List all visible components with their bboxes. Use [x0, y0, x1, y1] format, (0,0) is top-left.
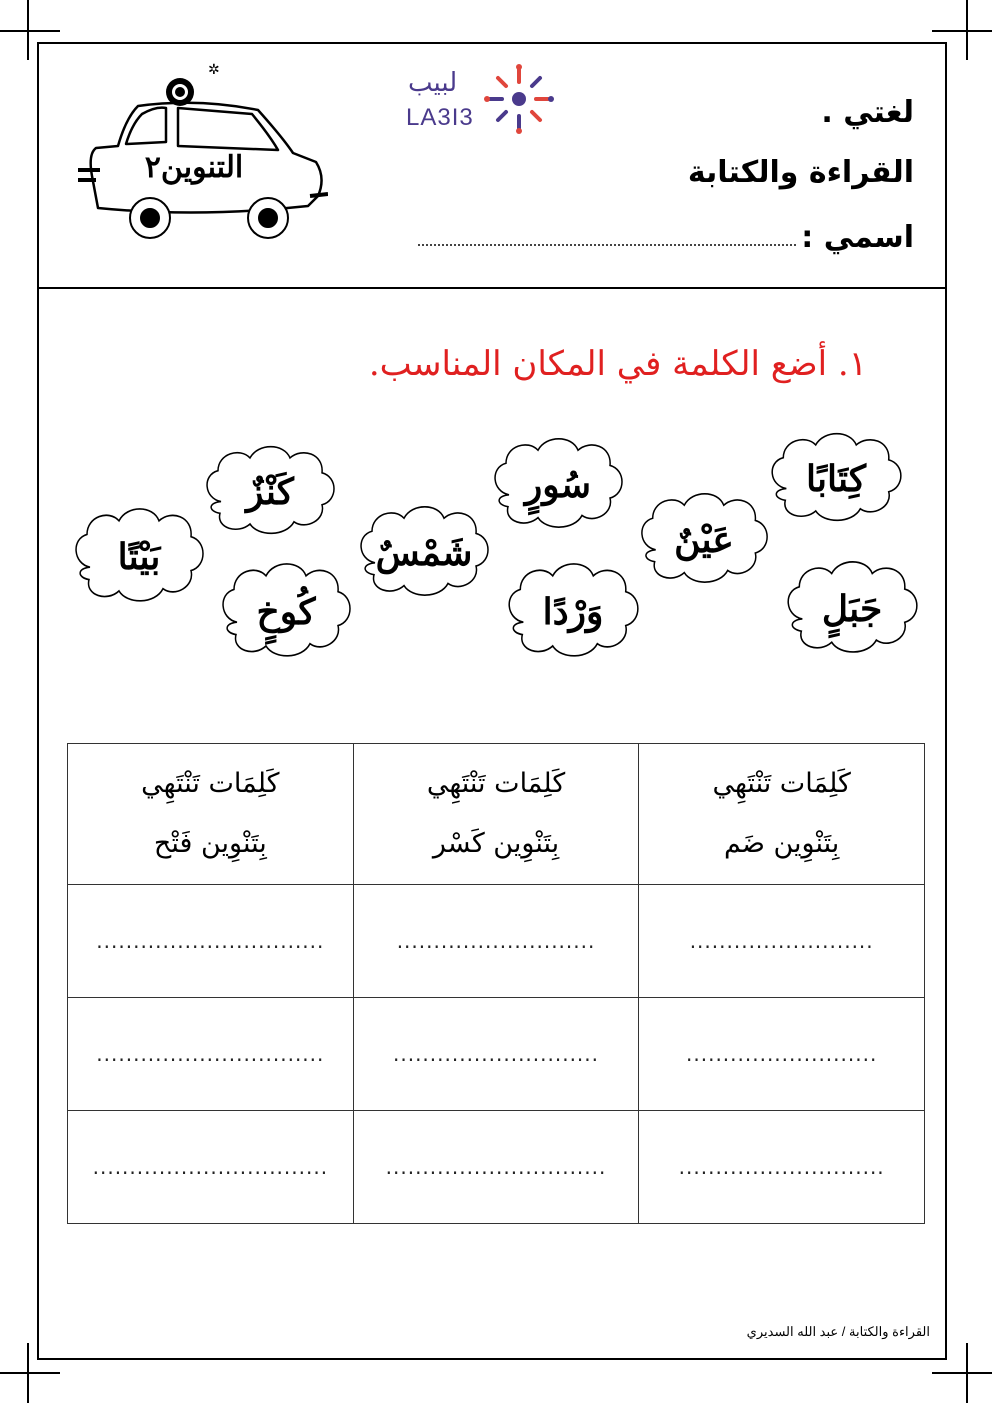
subject-title: لغتي . [821, 95, 914, 130]
svg-text:✲: ✲ [208, 62, 220, 78]
word-cloud[interactable] [196, 443, 344, 541]
word-cloud[interactable] [484, 435, 632, 535]
crop-mark [0, 30, 60, 32]
cloud-word: كُوخٍ [256, 591, 316, 633]
answer-blank[interactable]: ............................ [639, 1111, 925, 1224]
column-header [68, 744, 354, 885]
crop-mark [0, 1372, 60, 1374]
word-cloud[interactable] [631, 490, 777, 590]
labib-logo-icon [484, 64, 554, 134]
word-cloud[interactable] [777, 558, 927, 660]
crop-mark [27, 0, 29, 60]
cloud-word: جَبَلٍ [821, 588, 883, 630]
answer-blank[interactable]: ........................... [353, 885, 639, 998]
answer-blank[interactable]: .......................... [639, 998, 925, 1111]
name-field[interactable] [418, 240, 796, 246]
crop-mark [966, 1343, 968, 1403]
answer-blank[interactable]: ................................ [68, 1111, 354, 1224]
name-label: اسمي : [801, 220, 914, 255]
header-line-2: بِتَنْوِين فَتْح [153, 828, 267, 859]
crop-mark [932, 1372, 992, 1374]
word-cloud[interactable] [212, 560, 360, 664]
cloud-word: بَيْتًا [117, 536, 161, 578]
cloud-word: كِتَابًا [806, 458, 866, 500]
sorting-table [67, 743, 925, 1224]
answer-blank[interactable]: ............................ [353, 998, 639, 1111]
logo-latin: LA3I3 [406, 104, 474, 131]
crop-mark [932, 30, 992, 32]
cloud-word: عَيْنٌ [674, 519, 734, 561]
cloud-word: وَرْدًا [542, 591, 604, 633]
cloud-word: كَنْزٌ [246, 471, 294, 513]
word-cloud[interactable] [761, 430, 911, 528]
cloud-word: شَمْسٌ [375, 532, 473, 574]
answer-blank[interactable]: ............................... [68, 998, 354, 1111]
crop-mark [27, 1343, 29, 1403]
word-cloud[interactable] [65, 505, 213, 609]
column-header [639, 744, 925, 885]
lesson-title: التنوين٢ [144, 150, 244, 185]
course-title: القراءة والكتابة [687, 155, 914, 190]
logo-arabic: لبيب [408, 68, 458, 98]
crop-mark [966, 0, 968, 60]
header-line-1: كَلِمَات تَنْتَهِي [426, 768, 566, 799]
footer-credit: القراءة والكتابة / عبد الله السديري [746, 1324, 930, 1339]
header-line-1: كَلِمَات تَنْتَهِي [141, 768, 280, 799]
answer-blank[interactable]: .............................. [353, 1111, 639, 1224]
header-line-2: بِتَنْوِين كَسْر [432, 828, 560, 859]
answer-blank[interactable]: ......................... [639, 885, 925, 998]
header-line-1: كَلِمَات تَنْتَهِي [712, 768, 851, 799]
answer-blank[interactable]: ............................... [68, 885, 354, 998]
column-header [353, 744, 639, 885]
cloud-word: سُورٍ [524, 464, 592, 506]
instruction-text: ١. أضع الكلمة في المكان المناسب. [368, 344, 867, 384]
header-divider [37, 287, 947, 289]
header-line-2: بِتَنْوِين ضَم [724, 828, 840, 859]
word-cloud[interactable] [350, 503, 498, 603]
word-cloud[interactable] [498, 560, 648, 664]
